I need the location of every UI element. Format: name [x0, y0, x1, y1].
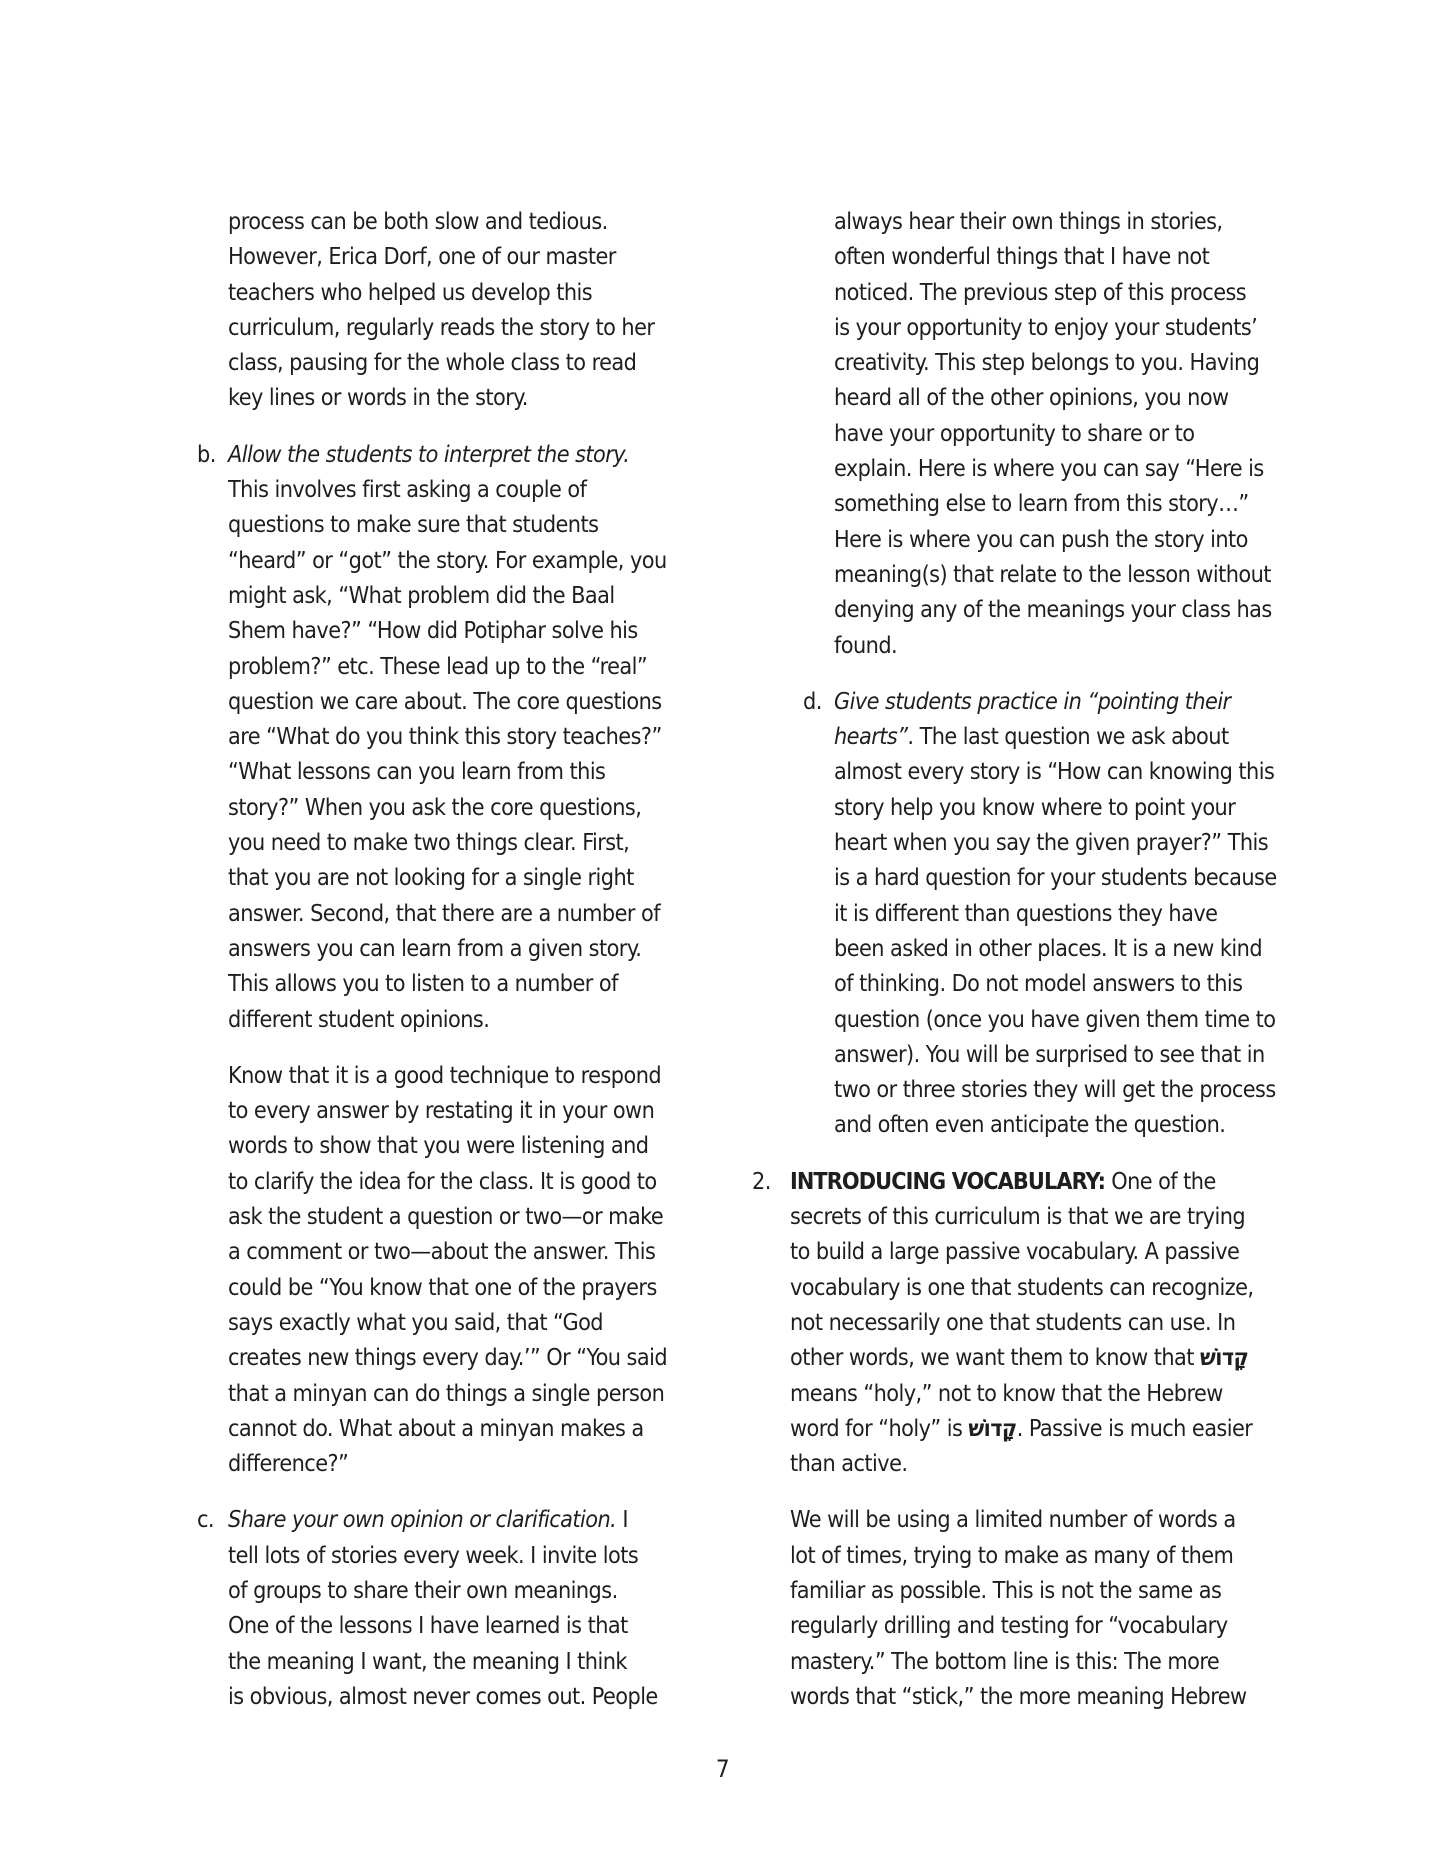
text-line: found. [834, 631, 898, 659]
text-line: and often even anticipate the question. [834, 1111, 1226, 1139]
list-item-b [197, 437, 728, 1037]
text-line: to build a large passive vocabulary. A passive [790, 1238, 1240, 1266]
text-line: to clarify the idea for the class. It is good to [228, 1167, 657, 1195]
text-line: regularly drilling and testing for “vocabulary [790, 1612, 1228, 1640]
text-line: are “What do you think this story teaches?” [228, 723, 662, 751]
text-line: meaning(s) that relate to the lesson without [834, 560, 1271, 588]
text-line: vocabulary is one that students can recognize, [790, 1273, 1254, 1301]
list-item-d [790, 684, 1330, 1143]
text-line: not necessarily one that students can use. In [790, 1308, 1236, 1336]
list-item-c [197, 1502, 728, 1714]
text-line: to every answer by restating it in your own [228, 1097, 655, 1125]
text-line: This involves first asking a couple of [228, 476, 587, 504]
item-title: Share your own opinion or clarification. [228, 1506, 617, 1534]
item-heading-line [790, 1164, 1330, 1199]
page-number: 7 [715, 1755, 730, 1783]
text-line: always hear their own things in stories, [834, 208, 1223, 235]
technique-paragraph [228, 1058, 728, 1482]
text-line: Know that it is a good technique to respond [228, 1061, 662, 1089]
text-line: creativity. This step belongs to you. Having [834, 349, 1260, 377]
text-line: have your opportunity to share or to [834, 419, 1195, 447]
text-line: teachers who helped us develop this [228, 278, 593, 306]
text-line: familiar as possible. This is not the same as [790, 1576, 1222, 1604]
item-c-continued-paragraph [790, 204, 1330, 663]
item-title-tail: hearts” [834, 723, 908, 751]
hebrew-word-kadosh: קָדוֹשׁ [968, 1414, 1017, 1442]
list-marker: d. [803, 687, 822, 715]
text-line: mastery.” The bottom line is this: The more [790, 1647, 1220, 1675]
text-line: class, pausing for the whole class to read [228, 349, 637, 377]
text-line: different student opinions. [228, 1005, 490, 1033]
hebrew-word-kadosh: קָדוֹשׁ [1199, 1344, 1249, 1372]
text-line [790, 1411, 1330, 1446]
text-line: We will be using a limited number of words a [790, 1506, 1236, 1534]
text-line: words to show that you were listening and [228, 1132, 649, 1160]
text-fragment: . Passive is much easier [1016, 1414, 1253, 1442]
text-line: tell lots of stories every week. I invite lots [228, 1541, 639, 1569]
item-title: Give students practice in “pointing their [834, 687, 1231, 715]
text-line: “heard” or “got” the story. For example, you [228, 546, 667, 574]
text-line: been asked in other places. It is a new kind [834, 934, 1263, 962]
list-item-2-introducing-vocabulary [752, 1164, 1330, 1482]
text-line: questions to make sure that students [228, 511, 599, 539]
text-line: secrets of this curriculum is that we are trying [790, 1203, 1246, 1231]
text-line: This allows you to listen to a number of [228, 970, 618, 998]
text-line: heart when you say the given prayer?” This [834, 829, 1269, 857]
text-line: story help you know where to point your [834, 793, 1236, 821]
text-line: process can be both slow and tedious. [228, 208, 608, 235]
text-line: might ask, “What problem did the Baal [228, 581, 615, 609]
text-line: could be “You know that one of the prayers [228, 1273, 657, 1301]
text-line: answer. Second, that there are a number of [228, 899, 660, 927]
text-line [790, 1340, 1330, 1375]
intro-paragraph [228, 204, 728, 416]
text-line: problem?” etc. These lead up to the “real” [228, 652, 648, 680]
text-line: of thinking. Do not model answers to this [834, 970, 1243, 998]
text-line: creates new things every day.’” Or “You said [228, 1344, 668, 1372]
list-marker: b. [197, 440, 216, 468]
text-line: However, Erica Dorf, one of our master [228, 243, 616, 271]
text-line: that a minyan can do things a single person [228, 1379, 665, 1407]
text-line: Shem have?” “How did Potiphar solve his [228, 617, 638, 645]
text-line: than active. [790, 1450, 908, 1478]
text-line: question (once you have given them time to [834, 1005, 1276, 1033]
text-fragment: . The last question we ask about [907, 723, 1229, 751]
section-heading: INTRODUCING VOCABULARY: [790, 1167, 1106, 1195]
text-line: you need to make two things clear. First, [228, 829, 630, 857]
text-line: means “holy,” not to know that the Hebrew [790, 1379, 1223, 1407]
text-line: cannot do. What about a minyan makes a [228, 1414, 644, 1442]
text-line: key lines or words in the story. [228, 384, 528, 412]
left-column [197, 204, 728, 1735]
text-line: says exactly what you said, that “God [228, 1308, 603, 1336]
text-line: curriculum, regularly reads the story to her [228, 313, 655, 341]
text-line: the meaning I want, the meaning I think [228, 1647, 627, 1675]
text-line: “What lessons can you learn from this [228, 758, 606, 786]
text-line: often wonderful things that I have not [834, 243, 1210, 271]
text-line: One of the lessons I have learned is that [228, 1612, 628, 1640]
text-fragment: One of the [1105, 1167, 1216, 1195]
text-line: noticed. The previous step of this process [834, 278, 1247, 306]
text-line: Here is where you can push the story into [834, 525, 1248, 553]
text-line: explain. Here is where you can say “Here is [834, 455, 1264, 483]
text-line: answers you can learn from a given story. [228, 934, 642, 962]
text-line: story?” When you ask the core questions, [228, 793, 642, 821]
text-line: words that “stick,” the more meaning Hebrew [790, 1682, 1247, 1710]
closing-paragraph [790, 1502, 1330, 1714]
text-line: difference?” [228, 1450, 349, 1478]
text-line: two or three stories they will get the process [834, 1076, 1276, 1104]
text-line: almost every story is “How can knowing this [834, 758, 1275, 786]
text-line: it is different than questions they have [834, 899, 1218, 927]
text-line: a comment or two—about the answer. This [228, 1238, 656, 1266]
item-title-line [228, 1502, 728, 1537]
text-line: that you are not looking for a single right [228, 864, 634, 892]
list-marker: 2. [752, 1167, 771, 1195]
text-line: is obvious, almost never comes out. People [228, 1682, 658, 1710]
text-line: heard all of the other opinions, you now [834, 384, 1229, 412]
list-marker: c. [197, 1506, 214, 1534]
item-title-line [834, 719, 1330, 754]
text-line: ask the student a question or two—or make [228, 1203, 664, 1231]
text-line: lot of times, trying to make as many of them [790, 1541, 1234, 1569]
text-fragment: I [616, 1506, 628, 1534]
right-column [752, 204, 1330, 1735]
text-line: denying any of the meanings your class has [834, 596, 1272, 624]
text-line: is a hard question for your students because [834, 864, 1277, 892]
text-line: question we care about. The core questions [228, 687, 662, 715]
text-fragment: other words, we want them to know that [790, 1344, 1200, 1372]
text-line: of groups to share their own meanings. [228, 1576, 618, 1604]
text-line: answer). You will be surprised to see that in [834, 1040, 1265, 1068]
text-fragment: word for “holy” is [790, 1414, 969, 1442]
text-line: is your opportunity to enjoy your students’ [834, 313, 1258, 341]
item-title: Allow the students to interpret the story. [228, 440, 630, 468]
text-line: something else to learn from this story…” [834, 490, 1249, 518]
